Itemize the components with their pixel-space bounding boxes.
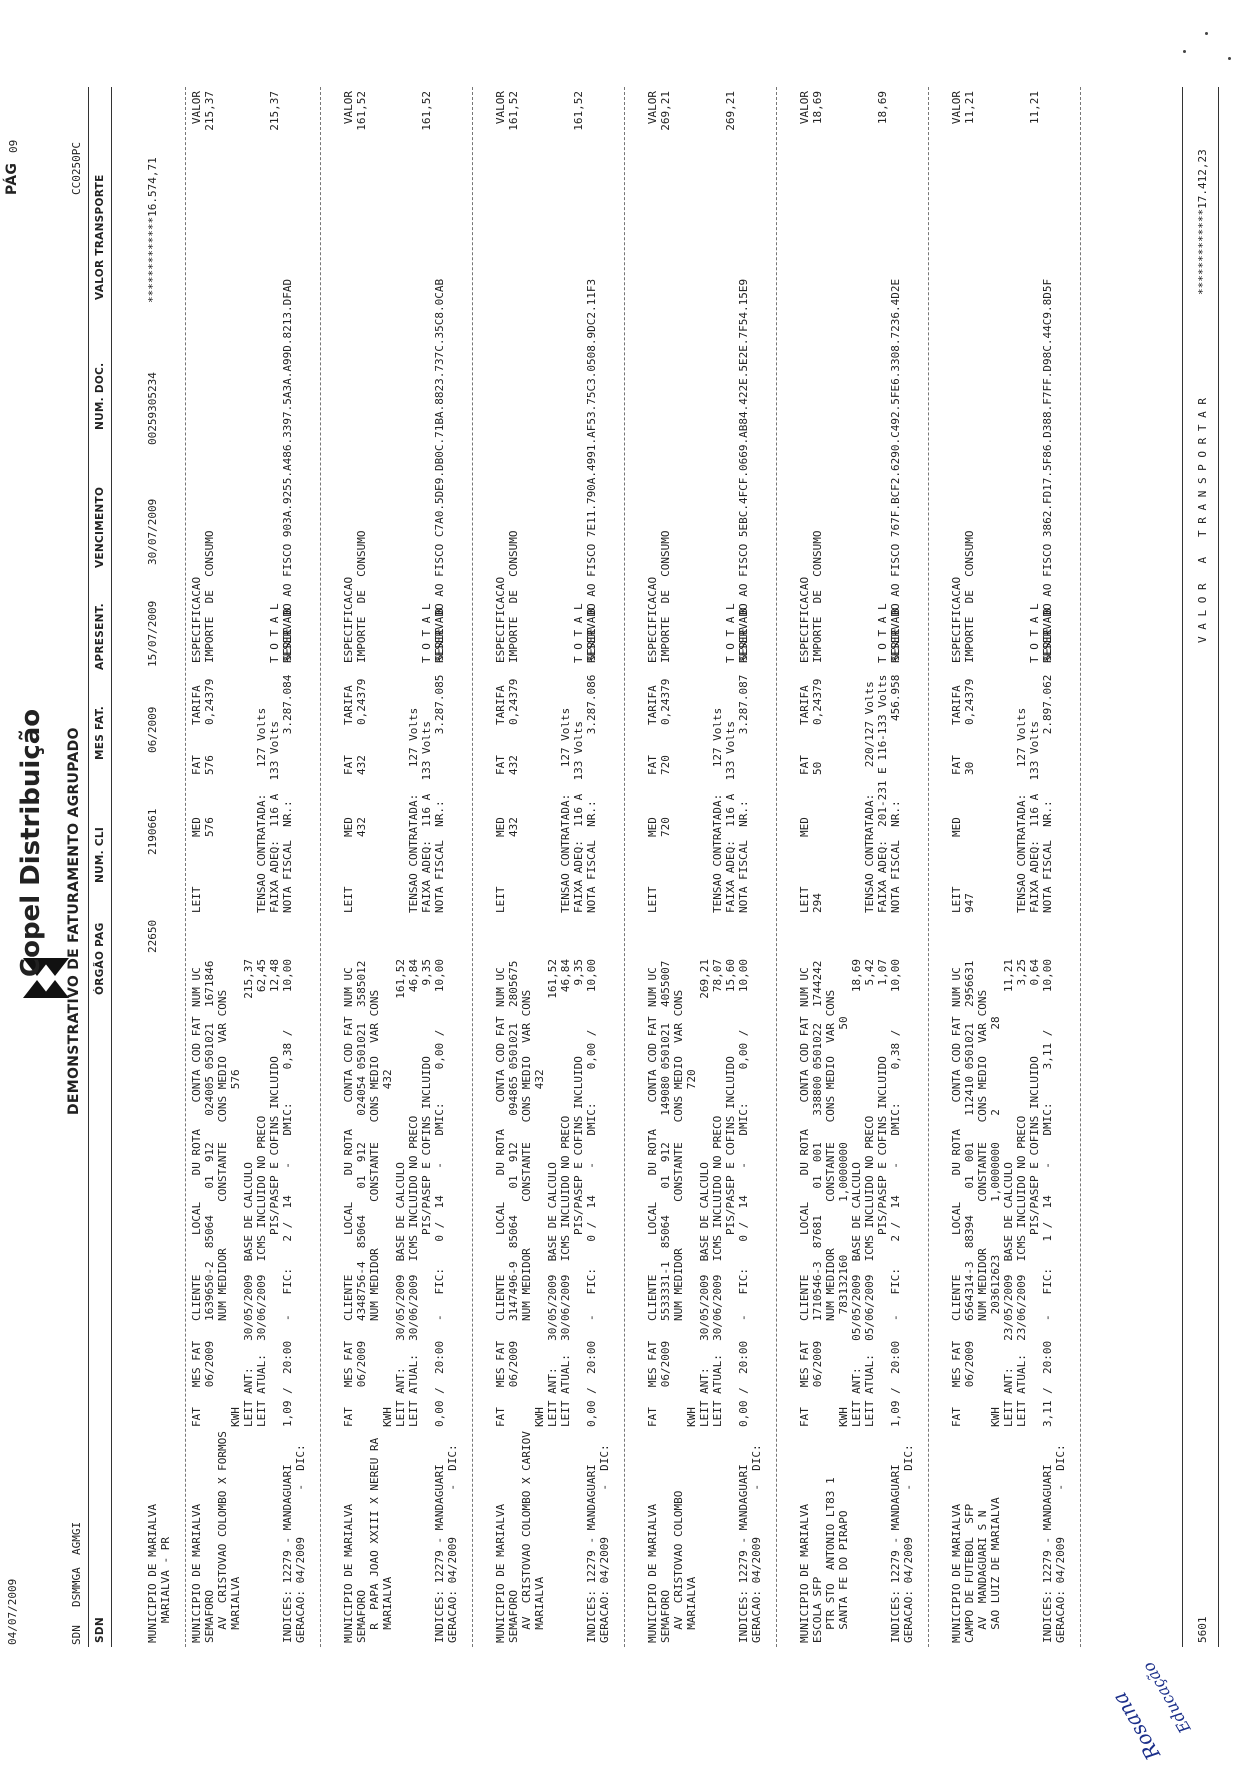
record-billing-line: PIS/PASEP E COFINS INCLUIDO (420, 1056, 433, 1427)
record-amount: 9,35 (420, 959, 433, 986)
record-meter-label: MED (646, 817, 659, 837)
record-meter-value: 947 (963, 893, 976, 913)
record-billing-line: LEIT ATUAL: 23/06/2009 ICMS INCLUIDO NO PRECO (1015, 1115, 1028, 1427)
sub-code-2: DSMMGA (70, 1567, 83, 1607)
record-meter-value: 576 (203, 755, 216, 775)
record-valor-label: VALOR (950, 91, 963, 125)
record-espec-label: ESPECIFICACAO (190, 576, 203, 663)
record-address-line: ESCOLA SFP (811, 1576, 824, 1643)
record-address-line: AV MANDAGUARI S N (976, 1510, 989, 1643)
record-amount: 11,21 (1002, 959, 1015, 993)
record-geracao: GERACAO: 04/2009 - DIC: (902, 1444, 915, 1643)
record-address-line: MUNICIPIO DE MARIALVA (190, 1503, 203, 1643)
record-meter-value: 0,24379 (963, 678, 976, 725)
record-geracao: GERACAO: 04/2009 - DIC: (294, 1444, 307, 1643)
page-number: 09 (7, 139, 20, 153)
record-billing-line: FAT MES FAT CLIENTE LOCAL DU ROTA CONTA COD FAT (494, 1016, 507, 1427)
record-total-label: T O T A L (420, 603, 433, 663)
record-meter-value: 0,24379 (659, 678, 672, 725)
record-meter-label: TARIFA (950, 685, 963, 725)
signature-line-2: Educação (1138, 1658, 1195, 1737)
record-separator (624, 87, 625, 1647)
record-billing-line: KWH 783132160 1,0000000 50 (837, 1016, 850, 1427)
record-num-uc: 2805675 (507, 960, 520, 1007)
record-address-line: MUNICIPIO DE MARIALVA (798, 1503, 811, 1643)
record-billing-line: LEIT ATUAL: 30/06/2009 ICMS INCLUIDO NO PRECO (407, 1115, 420, 1427)
record-billing-line: 06/2009 1710546-3 87681 01 001 338800 0501022 (811, 1023, 824, 1427)
record-amount: 9,35 (572, 959, 585, 986)
record-billing-line: 0,00 / 20:00 - FIC: 0 / 14 - DMIC: 0,00 / (585, 1029, 598, 1427)
record-amount: 10,00 (737, 959, 750, 993)
record-address-line: SEMAFORO (355, 1590, 368, 1643)
record-amount: 18,69 (850, 959, 863, 993)
footer-rule-top (1182, 87, 1183, 1647)
record-num-uc-label: NUM UC (798, 967, 811, 1007)
col-sdn: SDN (94, 1617, 106, 1643)
record-total-label: T O T A L (724, 603, 737, 663)
record-tensao-line: NOTA FISCAL NR.: 456.958 SERIE B (889, 608, 902, 913)
record-billing-line: PIS/PASEP E COFINS INCLUIDO (876, 1056, 889, 1427)
record-valor: 18,69 (811, 91, 824, 125)
num-cli-value: 2190661 (146, 808, 159, 855)
record-reservado: RESERVADO AO FISCO 5EBC.4FCF.0669.AB84.422E.5E2E.7F54.15E9 (737, 278, 750, 663)
record-tensao-line: TENSAO CONTRATADA: 127 Volts (711, 707, 724, 913)
record-billing-line: NUM MEDIDOR CONSTANTE CONS MEDIO VAR CONS (520, 989, 533, 1427)
record-meter-label: FAT (190, 755, 203, 775)
record-meter-label: LEIT (950, 886, 963, 913)
footer-code: 5601 (1196, 1616, 1209, 1643)
record-separator (1080, 87, 1081, 1647)
record-amount: 78,07 (711, 959, 724, 993)
record-meter-value: 720 (659, 817, 672, 837)
record-reservado: RESERVADO AO FISCO 3862.FD17.5F86.D388.F7FF.D98C.44C9.8D5F (1041, 278, 1054, 663)
col-num-cli: NUM. CLI (94, 826, 106, 883)
record-meter-label: MED (342, 817, 355, 837)
record-billing-line: 06/2009 6564314-3 88394 01 001 112410 0501021 (963, 1023, 976, 1427)
record-meter-value: 432 (355, 817, 368, 837)
record-billing-line: LEIT ANT: 05/05/2009 BASE DE CALCULO (850, 1162, 863, 1427)
record-num-uc: 1671846 (203, 960, 216, 1007)
record-billing-line: LEIT ATUAL: 30/06/2009 ICMS INCLUIDO NO PRECO (255, 1115, 268, 1427)
record-espec-item: IMPORTE DE CONSUMO (963, 530, 976, 663)
record-meter-label: FAT (950, 755, 963, 775)
record-total-label: T O T A L (572, 603, 585, 663)
record-meter-label: MED (494, 817, 507, 837)
mes-fat-value: 06/2009 (146, 706, 159, 753)
record-billing-line: 06/2009 1639650-2 85064 01 912 024005 0501021 (203, 1023, 216, 1427)
record-meter-label: FAT (798, 755, 811, 775)
record-meter-value: 432 (507, 817, 520, 837)
record-billing-line: LEIT ATUAL: 30/06/2009 ICMS INCLUIDO NO PRECO (711, 1115, 724, 1427)
record-amount: 215,37 (242, 959, 255, 999)
customer-city: MARIALVA - PR (159, 1537, 172, 1643)
sub-code-1: SDN (70, 1625, 83, 1645)
record-amount: 10,00 (585, 959, 598, 993)
record-num-uc: 2956631 (963, 960, 976, 1007)
record-meter-value: 0,24379 (507, 678, 520, 725)
record-address-line: R PAPA JOAO XXIII X NEREU RA (368, 1437, 381, 1643)
record-valor-label: VALOR (646, 91, 659, 125)
record-tensao-line: NOTA FISCAL NR.: 2.897.062 SERIE B (1041, 608, 1054, 913)
record-amount: 46,84 (407, 959, 420, 993)
record-indices: INDICES: 12279 - MANDAGUARI (281, 1464, 294, 1643)
record-address-line: SAO LUIZ DE MARIALVA (989, 1497, 1002, 1643)
footer-rule-bottom (1218, 87, 1219, 1647)
record-meter-label: LEIT (798, 886, 811, 913)
customer-name: MUNICIPIO DE MARIALVA (146, 1503, 159, 1643)
record-reservado: RESERVADO AO FISCO 767F.BCF2.6290.C492.5FE6.3308.7236.4D2E (889, 278, 902, 663)
record-geracao: GERACAO: 04/2009 - DIC: (446, 1444, 459, 1643)
record-amount: 12,48 (268, 959, 281, 993)
record-geracao: GERACAO: 04/2009 - DIC: (750, 1444, 763, 1643)
record-address-line: MUNICIPIO DE MARIALVA (950, 1503, 963, 1643)
record-address-line: MARIALVA (685, 1576, 698, 1643)
record-billing-line: PIS/PASEP E COFINS INCLUIDO (724, 1056, 737, 1427)
report-code: CC0250PC (70, 142, 83, 195)
record-tensao-line: TENSAO CONTRATADA: 127 Volts (407, 707, 420, 913)
record-espec-label: ESPECIFICACAO (494, 576, 507, 663)
record-address-line: CAMPO DE FUTEBOL SFP (963, 1503, 976, 1643)
record-address-line: MUNICIPIO DE MARIALVA (646, 1503, 659, 1643)
record-address-line: PTR STO ANTONIO LT83 1 (824, 1477, 837, 1643)
record-meter-label: TARIFA (190, 685, 203, 725)
record-meter-label: TARIFA (494, 685, 507, 725)
record-address-line: MUNICIPIO DE MARIALVA (494, 1503, 507, 1643)
record-meter-value: 0,24379 (811, 678, 824, 725)
record-billing-line: KWH 203612623 1,0000000 2 28 (989, 1016, 1002, 1427)
record-valor: 161,52 (355, 91, 368, 131)
record-tensao-line: NOTA FISCAL NR.: 3.287.085 SERIE B (433, 608, 446, 913)
record-meter-label: LEIT (646, 886, 659, 913)
col-orgao: ÓRGÃO PAG (94, 922, 106, 995)
record-total: 161,52 (572, 91, 585, 131)
record-tensao-line: NOTA FISCAL NR.: 3.287.087 SERIE B (737, 608, 750, 913)
record-num-uc-label: NUM UC (494, 967, 507, 1007)
record-tensao-line: FAIXA ADEQ: 116 A 133 Volts (420, 720, 433, 913)
record-meter-value: 294 (811, 893, 824, 913)
record-billing-line: NUM MEDIDOR CONSTANTE CONS MEDIO VAR CONS (216, 989, 229, 1427)
record-billing-line: LEIT ANT: 30/05/2009 BASE DE CALCULO (242, 1162, 255, 1427)
record-billing-line: NUM MEDIDOR CONSTANTE CONS MEDIO VAR CONS (976, 989, 989, 1427)
record-meter-label: FAT (646, 755, 659, 775)
record-tensao-line: FAIXA ADEQ: 116 A 133 Volts (572, 720, 585, 913)
record-billing-line: 1,09 / 20:00 - FIC: 2 / 14 - DMIC: 0,38 / (281, 1029, 294, 1427)
record-address-line: AV CRISTOVAO COLOMBO X FORMOS (216, 1431, 229, 1643)
record-tensao-line: TENSAO CONTRATADA: 127 Volts (559, 707, 572, 913)
record-meter-value: 30 (963, 761, 976, 775)
record-meter-value: 432 (507, 755, 520, 775)
record-geracao: GERACAO: 04/2009 - DIC: (598, 1444, 611, 1643)
scan-speck (1205, 32, 1208, 35)
record-billing-line: PIS/PASEP E COFINS INCLUIDO (572, 1056, 585, 1427)
record-address-line: MARIALVA (533, 1576, 546, 1643)
record-billing-line: FAT MES FAT CLIENTE LOCAL DU ROTA CONTA COD FAT (950, 1016, 963, 1427)
record-amount: 10,00 (889, 959, 902, 993)
num-doc-value: 00259305234 (146, 372, 159, 445)
col-apresent: APRESENT. (94, 603, 106, 670)
record-num-uc-label: NUM UC (646, 967, 659, 1007)
record-meter-label: MED (950, 817, 963, 837)
record-billing-line: FAT MES FAT CLIENTE LOCAL DU ROTA CONTA COD FAT (646, 1016, 659, 1427)
record-total: 18,69 (876, 91, 889, 125)
record-billing-line: LEIT ATUAL: 30/06/2009 ICMS INCLUIDO NO PRECO (559, 1115, 572, 1427)
record-meter-label: LEIT (494, 886, 507, 913)
record-billing-line: 0,00 / 20:00 - FIC: 0 / 14 - DMIC: 0,00 / (433, 1029, 446, 1427)
record-amount: 269,21 (698, 959, 711, 999)
record-meter-value: 432 (355, 755, 368, 775)
record-espec-item: IMPORTE DE CONSUMO (811, 530, 824, 663)
record-valor: 269,21 (659, 91, 672, 131)
record-valor-label: VALOR (190, 91, 203, 125)
record-indices: INDICES: 12279 - MANDAGUARI (889, 1464, 902, 1643)
record-billing-line: LEIT ANT: 30/05/2009 BASE DE CALCULO (546, 1162, 559, 1427)
record-meter-value: 720 (659, 755, 672, 775)
record-address-line: SEMAFORO (203, 1590, 216, 1643)
record-billing-line: KWH 432 (533, 1069, 546, 1427)
record-separator (472, 87, 473, 1647)
record-tensao-line: NOTA FISCAL NR.: 3.287.086 SERIE B (585, 608, 598, 913)
record-billing-line: NUM MEDIDOR CONSTANTE CONS MEDIO VAR CONS (824, 989, 837, 1427)
record-espec-item: IMPORTE DE CONSUMO (355, 530, 368, 663)
record-meter-label: FAT (342, 755, 355, 775)
record-amount: 46,84 (559, 959, 572, 993)
record-address-line: SEMAFORO (507, 1590, 520, 1643)
record-reservado: RESERVADO AO FISCO 903A.9255.A486.3397.5A3A.A99D.8213.DFAD (281, 278, 294, 663)
scan-speck (1183, 50, 1186, 53)
record-total: 269,21 (724, 91, 737, 131)
record-num-uc-label: NUM UC (950, 967, 963, 1007)
record-amount: 10,00 (433, 959, 446, 993)
record-tensao-line: TENSAO CONTRATADA: 127 Volts (255, 707, 268, 913)
record-valor-label: VALOR (342, 91, 355, 125)
valor-transporte-value: *************16.574,71 (146, 157, 159, 303)
record-billing-line: FAT MES FAT CLIENTE LOCAL DU ROTA CONTA COD FAT (798, 1016, 811, 1427)
record-valor-label: VALOR (494, 91, 507, 125)
record-indices: INDICES: 12279 - MANDAGUARI (585, 1464, 598, 1643)
record-valor: 11,21 (963, 91, 976, 125)
record-meter-value: 0,24379 (355, 678, 368, 725)
record-billing-line: 06/2009 5533331-1 85064 01 912 149080 0501021 (659, 1023, 672, 1427)
record-billing-line: KWH 576 (229, 1069, 242, 1427)
col-mes-fat: MES FAT. (94, 705, 106, 760)
record-separator (928, 87, 929, 1647)
record-meter-label: TARIFA (342, 685, 355, 725)
column-header-rule (111, 87, 112, 1647)
record-valor: 215,37 (203, 91, 216, 131)
record-total: 215,37 (268, 91, 281, 131)
record-espec-item: IMPORTE DE CONSUMO (203, 530, 216, 663)
vencimento-value: 30/07/2009 (146, 498, 159, 565)
footer-label: V A L O R A T R A N S P O R T A R (1196, 397, 1209, 643)
record-espec-label: ESPECIFICACAO (798, 576, 811, 663)
record-num-uc: 4055007 (659, 960, 672, 1007)
footer-value: *************17.412,23 (1196, 149, 1209, 295)
record-address-line: SEMAFORO (659, 1590, 672, 1643)
signature-line-1: Rosana (1107, 1688, 1165, 1765)
record-total: 161,52 (420, 91, 433, 131)
record-billing-line: PIS/PASEP E COFINS INCLUIDO (268, 1056, 281, 1427)
record-billing-line: 06/2009 3147496-9 85064 01 912 094865 0501021 (507, 1023, 520, 1427)
record-reservado: RESERVADO AO FISCO C7A0.5DE9.DB0C.71BA.8823.737C.35C8.0CAB (433, 278, 446, 663)
record-billing-line: PIS/PASEP E COFINS INCLUIDO (1028, 1056, 1041, 1427)
record-num-uc: 3585012 (355, 960, 368, 1007)
record-separator (320, 87, 321, 1647)
header-rule (88, 87, 89, 1647)
record-valor: 161,52 (507, 91, 520, 131)
orgao-value: 22650 (146, 919, 159, 953)
record-espec-item: IMPORTE DE CONSUMO (507, 530, 520, 663)
record-billing-line: LEIT ANT: 30/05/2009 BASE DE CALCULO (698, 1162, 711, 1427)
record-total: 11,21 (1028, 91, 1041, 125)
record-address-line: AV CRISTOVAO COLOMBO X CARIOV (520, 1431, 533, 1643)
record-meter-value: 0,24379 (203, 678, 216, 725)
record-billing-line: NUM MEDIDOR CONSTANTE CONS MEDIO VAR CONS (368, 989, 381, 1427)
page-label: PÁG (4, 162, 20, 195)
record-meter-label: MED (190, 817, 203, 837)
record-tensao-line: FAIXA ADEQ: 116 A 133 Volts (724, 720, 737, 913)
record-address-line: MUNICIPIO DE MARIALVA (342, 1503, 355, 1643)
col-num-doc: NUM. DOC. (94, 362, 106, 430)
record-address-line: SANTA FE DO PIRAPO (837, 1510, 850, 1643)
record-espec-item: IMPORTE DE CONSUMO (659, 530, 672, 663)
record-billing-line: 06/2009 4348756-4 85064 01 912 024054 0501021 (355, 1023, 368, 1427)
copel-logo-icon (10, 985, 56, 1025)
record-valor-label: VALOR (798, 91, 811, 125)
record-amount: 10,00 (1041, 959, 1054, 993)
record-billing-line: 0,00 / 20:00 - FIC: 0 / 14 - DMIC: 0,00 / (737, 1029, 750, 1427)
record-billing-line: LEIT ANT: 30/05/2009 BASE DE CALCULO (394, 1162, 407, 1427)
record-indices: INDICES: 12279 - MANDAGUARI (433, 1464, 446, 1643)
record-amount: 5,42 (863, 959, 876, 986)
record-separator (776, 87, 777, 1647)
record-meter-label: LEIT (190, 886, 203, 913)
record-billing-line: KWH 432 (381, 1069, 394, 1427)
record-num-uc-label: NUM UC (342, 967, 355, 1007)
record-billing-line: NUM MEDIDOR CONSTANTE CONS MEDIO VAR CONS (672, 989, 685, 1427)
record-espec-label: ESPECIFICACAO (950, 576, 963, 663)
record-billing-line: 3,11 / 20:00 - FIC: 1 / 14 - DMIC: 3,11 / (1041, 1029, 1054, 1427)
record-address-line: MARIALVA (381, 1576, 394, 1643)
record-address-line: MARIALVA (229, 1576, 242, 1643)
record-tensao-line: FAIXA ADEQ: 116 A 133 Volts (268, 720, 281, 913)
record-amount: 0,64 (1028, 959, 1041, 986)
scan-speck (1228, 57, 1231, 60)
record-amount: 15,60 (724, 959, 737, 993)
record-total-label: T O T A L (268, 603, 281, 663)
record-total-label: T O T A L (876, 603, 889, 663)
record-billing-line: FAT MES FAT CLIENTE LOCAL DU ROTA CONTA COD FAT (190, 1016, 203, 1427)
record-meter-label: FAT (494, 755, 507, 775)
record-meter-value: 50 (811, 761, 824, 775)
sub-code-3: AGMGI (70, 1521, 83, 1555)
record-meter-value: 576 (203, 817, 216, 837)
record-billing-line: FAT MES FAT CLIENTE LOCAL DU ROTA CONTA COD FAT (342, 1016, 355, 1427)
record-num-uc-label: NUM UC (190, 967, 203, 1007)
record-meter-label: LEIT (342, 886, 355, 913)
record-amount: 3,25 (1015, 959, 1028, 986)
report-title: DEMONSTRATIVO DE FATURAMENTO AGRUPADO (66, 727, 82, 1115)
record-indices: INDICES: 12279 - MANDAGUARI (1041, 1464, 1054, 1643)
record-espec-label: ESPECIFICACAO (646, 576, 659, 663)
col-valor-transporte: VALOR TRANSPORTE (94, 174, 106, 300)
apresent-value: 15/07/2009 (146, 600, 159, 667)
record-amount: 10,00 (281, 959, 294, 993)
record-reservado: RESERVADO AO FISCO 7E11.790A.4991.AF53.75C3.0508.9DC2.11F3 (585, 278, 598, 663)
record-tensao-line: FAIXA ADEQ: 201-231 E 116-133 Volts (876, 674, 889, 913)
print-date: 04/07/2009 (6, 1578, 19, 1645)
record-amount: 161,52 (394, 959, 407, 999)
record-meter-label: TARIFA (798, 685, 811, 725)
record-tensao-line: NOTA FISCAL NR.: 3.287.084 SERIE B (281, 608, 294, 913)
record-amount: 161,52 (546, 959, 559, 999)
record-tensao-line: TENSAO CONTRATADA: 220/127 Volts (863, 681, 876, 913)
record-meter-label: MED (798, 817, 811, 837)
brand-name: Copel Distribuição (16, 708, 46, 977)
record-tensao-line: TENSAO CONTRATADA: 127 Volts (1015, 707, 1028, 913)
record-billing-line: KWH 720 (685, 1069, 698, 1427)
col-vencimento: VENCIMENTO (94, 486, 106, 568)
record-billing-line: 1,09 / 20:00 - FIC: 2 / 14 - DMIC: 0,38 / (889, 1029, 902, 1427)
record-indices: INDICES: 12279 - MANDAGUARI (737, 1464, 750, 1643)
record-billing-line: LEIT ATUAL: 05/06/2009 ICMS INCLUIDO NO PRECO (863, 1115, 876, 1427)
record-address-line: AV CRISTOVAO COLOMBO (672, 1490, 685, 1643)
record-tensao-line: FAIXA ADEQ: 116 A 133 Volts (1028, 720, 1041, 913)
record-amount: 62,45 (255, 959, 268, 993)
record-geracao: GERACAO: 04/2009 - DIC: (1054, 1444, 1067, 1643)
header-row-separator (185, 87, 186, 1647)
record-espec-label: ESPECIFICACAO (342, 576, 355, 663)
record-billing-line: LEIT ANT: 23/05/2009 BASE DE CALCULO (1002, 1162, 1015, 1427)
record-meter-label: TARIFA (646, 685, 659, 725)
record-num-uc: 1744242 (811, 960, 824, 1007)
record-total-label: T O T A L (1028, 603, 1041, 663)
record-amount: 1,07 (876, 959, 889, 986)
